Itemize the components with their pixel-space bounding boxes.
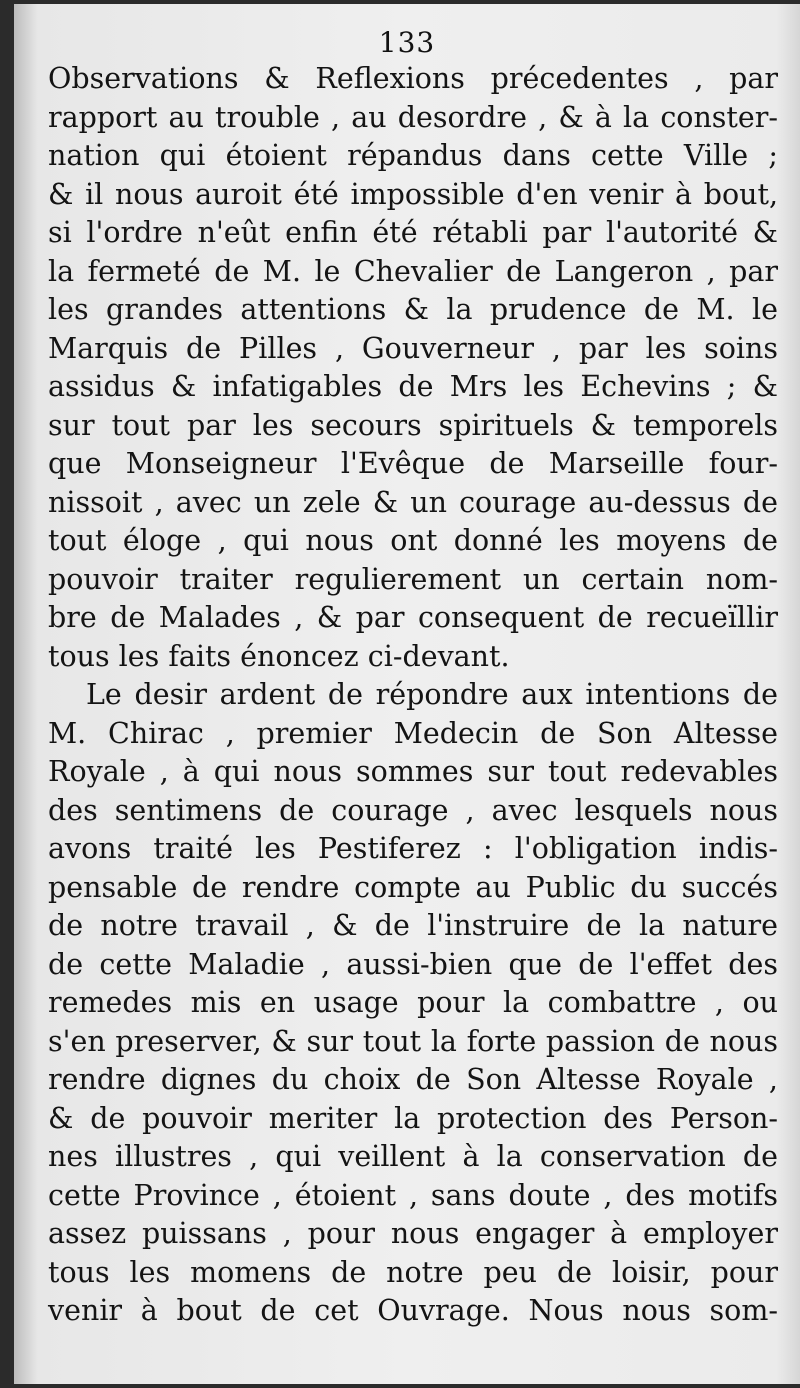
text-line: cette Province , étoient , sans doute , des motifs: [48, 1178, 778, 1212]
text-line: rendre dignes du choix de Son Altesse Royale ,: [48, 1063, 778, 1096]
text-line: nation qui étoient répandus dans cette Ville ;: [48, 139, 778, 172]
text-line: que Monseigneur l'Evêque de Marseille four-: [48, 447, 778, 480]
text-line: de cette Maladie , aussi-bien que de l'effet des: [48, 947, 778, 981]
text-line: la fermeté de M. le Chevalier de Langeron , par: [48, 254, 778, 288]
text-line: sur tout par les secours spirituels & temporels: [48, 408, 778, 442]
text-line: tout éloge , qui nous ont donné les moyens de: [48, 524, 778, 557]
text-line: remedes mis en usage pour la combattre , ou: [48, 986, 778, 1019]
text-line: tous les momens de notre peu de loisir, pour: [48, 1255, 778, 1289]
text-line: Royale , à qui nous sommes sur tout redevables: [48, 755, 778, 788]
book-page: [14, 4, 800, 1384]
text-line: pouvoir traiter regulierement un certain nom-: [48, 562, 778, 596]
text-line: des sentimens de courage , avec lesquels nous: [48, 793, 778, 827]
text-line: venir à bout de cet Ouvrage. Nous nous som-: [48, 1294, 778, 1327]
text-line: assez puissans , pour nous engager à employer: [48, 1217, 778, 1250]
body-text: [48, 60, 778, 1331]
text-line: nes illustres , qui veillent à la conservation de: [48, 1140, 778, 1173]
text-line: Observations & Reflexions précedentes , par: [48, 62, 778, 95]
text-line: & de pouvoir meriter la protection des Person-: [48, 1101, 778, 1135]
text-line: assidus & infatigables de Mrs les Echevins ; &: [48, 370, 778, 403]
paragraph-start-line: Le desir ardent de répondre aux intentions de: [86, 678, 778, 711]
text-line: les grandes attentions & la prudence de M. le: [48, 293, 778, 326]
text-line: s'en preserver, & sur tout la forte passion de nous: [48, 1024, 778, 1058]
text-line: nissoit , avec un zele & un courage au-dessus de: [48, 485, 778, 519]
text-line: Marquis de Pilles , Gouverneur , par les soins: [48, 331, 778, 365]
text-line: si l'ordre n'eût enfin été rétabli par l'autorité &: [48, 216, 778, 249]
text-line: M. Chirac , premier Medecin de Son Altesse: [48, 716, 778, 750]
page-number: 133: [378, 26, 436, 59]
text-line: & il nous auroit été impossible d'en venir à bout,: [48, 177, 778, 211]
text-line: rapport au trouble , au desordre , & à la conster-: [48, 100, 778, 134]
paragraph-end-line: tous les faits énoncez ci-devant.: [48, 639, 510, 673]
text-line: pensable de rendre compte au Public du succés: [48, 870, 778, 904]
text-line: bre de Malades , & par consequent de recueïllir: [48, 601, 778, 634]
text-line: avons traité les Pestiferez : l'obligation indis-: [48, 832, 778, 865]
text-line: de notre travail , & de l'instruire de la nature: [48, 909, 778, 942]
